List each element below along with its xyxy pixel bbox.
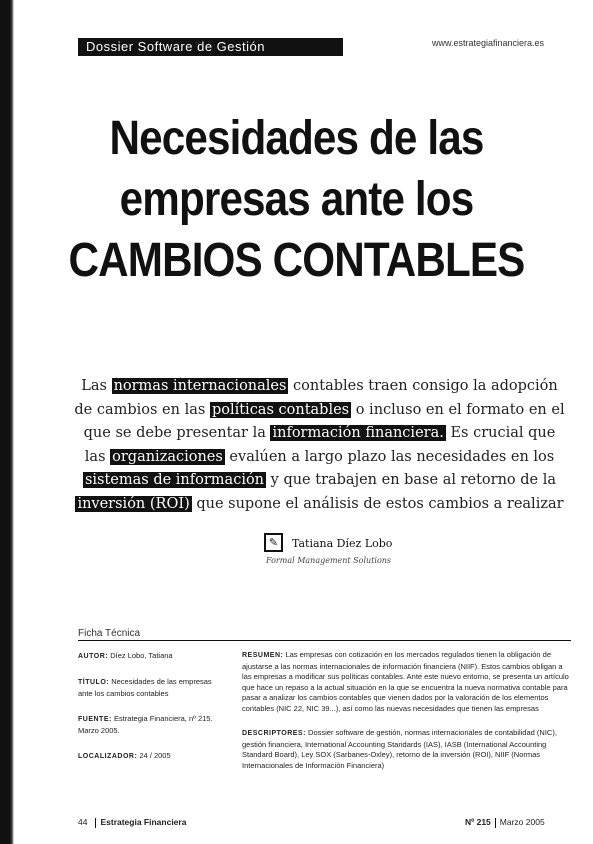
title-line-1: Necesidades de las (109, 112, 484, 165)
field-value: Estrategia Financiera, nº 215. Marzo 2005. (78, 714, 213, 735)
highlight-term: sistemas de información (84, 472, 265, 488)
lead-text: que supone el análisis de estos cambios a realizar (191, 495, 564, 512)
field-label: TÍTULO: (78, 679, 110, 686)
footer-divider (95, 818, 96, 828)
field-value: Las empresas con cotización en los mercados regulados tienen la obligación de ajustarse a las normas internacionales de información financiera (NIIF). Estos cambios obligan a las empresas a modificar sus políticas contables. Ante este nuevo entorno, se presenta un artículo que hace un repaso a la actual situación en la que se encuentra la nueva normativa contable para pasar a analizar los cambios contables que vienen dados por la valoración de los elementos contables (NIC 22, NIC 39...), así como las nuevas necesidades que tienen las empresas (242, 650, 569, 713)
magazine-name: Estrategia Financiera (100, 817, 187, 827)
lead-text: y que trabajen en base al retorno de la (266, 472, 557, 488)
field-label: AUTOR: (78, 653, 109, 660)
field-label: FUENTE: (78, 716, 112, 723)
ficha-localizador (78, 750, 228, 762)
field-value: 24 / 2005 (139, 751, 171, 760)
field-label: RESUMEN: (242, 652, 284, 659)
field-value: Dossier software de gestión, normas internacionales de contabilidad (NIC), gestión financiera, International Accounting Standards (IAS), IASB (International Accounting Standard Board), Ley SOX (Sarbanes-Oxley), retorno de la inversión (ROI), NIIF (Normas Internacionales de Información Financiera) (242, 728, 557, 770)
ficha-autor (78, 650, 228, 662)
page-number: 44 (78, 817, 88, 827)
footer-divider (495, 818, 496, 828)
author-name: Tatiana Díez Lobo (292, 537, 393, 550)
highlight-term: políticas contables (211, 401, 350, 418)
ficha-resumen (242, 650, 572, 714)
footer-right (465, 817, 545, 828)
ficha-divider (78, 640, 571, 641)
lead-paragraph (72, 375, 567, 516)
ficha-title: Ficha Técnica (78, 628, 141, 639)
highlight-term: inversión (ROI) (77, 495, 190, 512)
ficha-titulo (78, 676, 228, 699)
lead-text: o incluso en el formato en el que se debe presentar la (83, 401, 565, 441)
footer-left (78, 817, 186, 828)
highlight-term: información financiera. (272, 425, 444, 441)
field-value: Necesidades de las empresas ante los cambios contables (78, 677, 212, 698)
field-label: LOCALIZADOR: (78, 753, 138, 760)
lead-text: evalúen a largo plazo las necesidades en los (224, 448, 555, 465)
ficha-left-column (78, 650, 228, 776)
header-url[interactable]: www.estrategiafinanciera.es (432, 38, 545, 48)
title-line-2: empresas ante los (119, 173, 474, 226)
article-title (0, 108, 593, 291)
author-affiliation: Formal Management Solutions (266, 556, 392, 565)
highlight-term: organizaciones (112, 448, 223, 465)
ficha-right-column (242, 650, 572, 781)
issue-number: Nº 215 (465, 817, 491, 827)
field-label: DESCRIPTORES: (242, 730, 306, 737)
title-line-3: CAMBIOS CONTABLES (68, 234, 525, 287)
lead-text: contables traen consigo la adopción de cambios en las (74, 378, 558, 418)
lead-text: Es crucial que las (84, 425, 556, 465)
field-value: Díez Lobo, Tatiana (110, 651, 173, 660)
highlight-term: normas internacionales (113, 378, 287, 394)
ficha-descriptores (242, 728, 572, 771)
issue-date: Marzo 2005 (499, 817, 545, 827)
lead-text: Las (81, 378, 112, 394)
section-tag: Dossier Software de Gestión (78, 38, 343, 56)
ficha-fuente (78, 713, 228, 736)
author-icon: ✎ (264, 533, 283, 552)
